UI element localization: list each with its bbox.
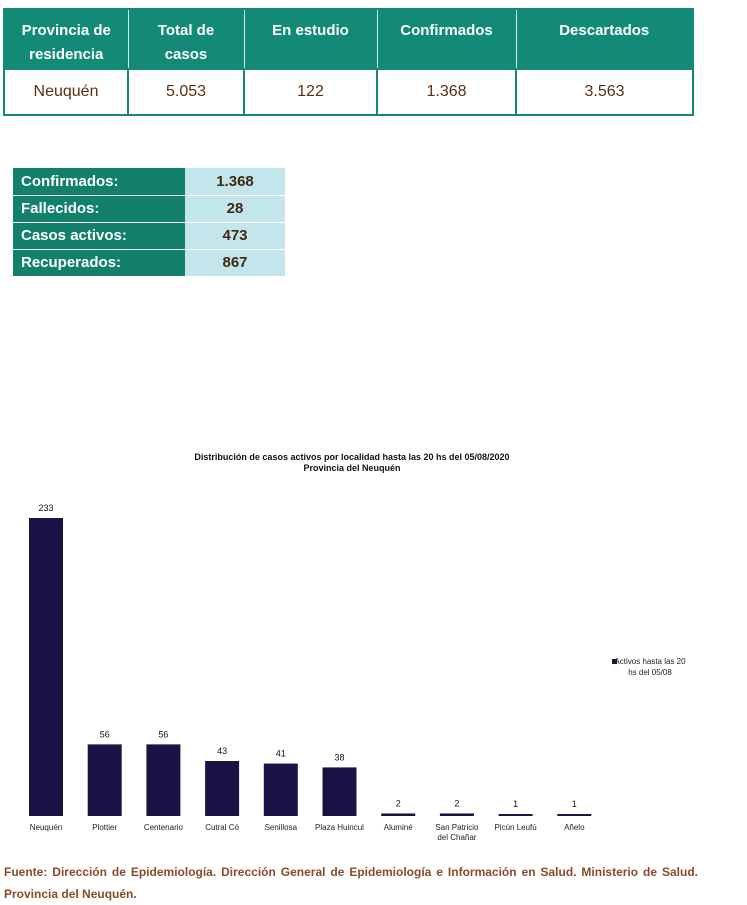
data-label-senillosa: 41 — [275, 748, 286, 759]
tick-label-centenario: Centenario — [143, 823, 183, 832]
data-label-anelo: 1 — [571, 799, 577, 809]
summary-label-recuperados: Recuperados: — [13, 249, 185, 276]
bar-san-patricio-del-chanar — [440, 813, 474, 816]
tick-label-senillosa: Senillosa — [264, 823, 298, 832]
cases-table — [3, 8, 694, 116]
summary-label-activos: Casos activos: — [13, 222, 185, 249]
bar-picun-leufu — [499, 814, 533, 816]
summary-value-activos: 473 — [185, 222, 285, 249]
summary-label-confirmados: Confirmados: — [13, 168, 185, 195]
summary-value-confirmados: 1.368 — [185, 168, 285, 195]
data-label-neuquen: 233 — [38, 503, 54, 513]
cell-provincia: Neuquén — [4, 69, 128, 115]
active-cases-bar-chart — [0, 440, 747, 850]
cell-total-casos: 5.053 — [128, 69, 244, 115]
data-label-centenario: 56 — [158, 729, 169, 740]
tick-label-san-patricio-del-chanar: San Patricio del Chañar — [435, 823, 479, 842]
tick-label-plottier: Plottier — [92, 823, 118, 832]
data-label-plottier: 56 — [99, 729, 110, 740]
cell-descartados: 3.563 — [516, 69, 693, 115]
chart-subtitle: Provincia del Neuquén — [303, 463, 401, 473]
bar-anelo — [557, 814, 591, 816]
header-provincia: Provincia de residencia — [4, 9, 128, 69]
cell-confirmados: 1.368 — [377, 69, 516, 115]
header-en-estudio: En estudio — [244, 9, 377, 69]
bar-centenario — [146, 744, 180, 816]
tick-label-picun-leufu: Picún Leufú — [494, 823, 537, 832]
tick-label-plaza-huincul: Plaza Huincul — [315, 823, 364, 832]
summary-row — [13, 195, 285, 222]
data-label-alumine: 2 — [395, 798, 401, 809]
tick-label-alumine: Aluminé — [383, 823, 413, 832]
header-confirmados: Confirmados — [377, 9, 516, 69]
summary-value-fallecidos: 28 — [185, 195, 285, 222]
chart-title: Distribución de casos activos por localidad hasta las 20 hs del 05/08/2020 — [194, 452, 510, 462]
bars-group — [29, 503, 591, 842]
bar-alumine — [381, 813, 415, 816]
source-note: Fuente: Dirección de Epidemiología. Dirección General de Epidemiología e Información en Salud. Ministerio de Salud. Provincia del Neuquén. — [4, 865, 698, 901]
cell-en-estudio: 122 — [244, 69, 377, 115]
tick-label-anelo: Añelo — [564, 823, 585, 832]
tick-label-cutral-co: Cutral Có — [205, 823, 239, 832]
bar-neuquen — [29, 518, 63, 816]
legend-label: Activos hasta las 20 hs del 05/08 — [614, 657, 686, 677]
data-label-plaza-huincul: 38 — [334, 752, 345, 763]
summary-row — [13, 222, 285, 249]
data-label-picun-leufu: 1 — [513, 799, 519, 809]
data-label-san-patricio-del-chanar: 2 — [454, 798, 460, 809]
header-descartados: Descartados — [516, 9, 693, 69]
summary-table — [13, 168, 285, 277]
bar-plottier — [88, 744, 122, 816]
cases-table-header-row — [4, 9, 693, 69]
header-total-casos: Total de casos — [128, 9, 244, 69]
bar-plaza-huincul — [323, 767, 357, 816]
table-row — [4, 69, 693, 115]
bar-senillosa — [264, 764, 298, 816]
chart-legend — [612, 657, 686, 677]
summary-label-fallecidos: Fallecidos: — [13, 195, 185, 222]
summary-row — [13, 168, 285, 195]
summary-value-recuperados: 867 — [185, 249, 285, 276]
tick-label-neuquen: Neuquén — [29, 823, 63, 832]
bar-cutral-co — [205, 761, 239, 816]
summary-row — [13, 249, 285, 276]
data-label-cutral-co: 43 — [217, 746, 228, 757]
